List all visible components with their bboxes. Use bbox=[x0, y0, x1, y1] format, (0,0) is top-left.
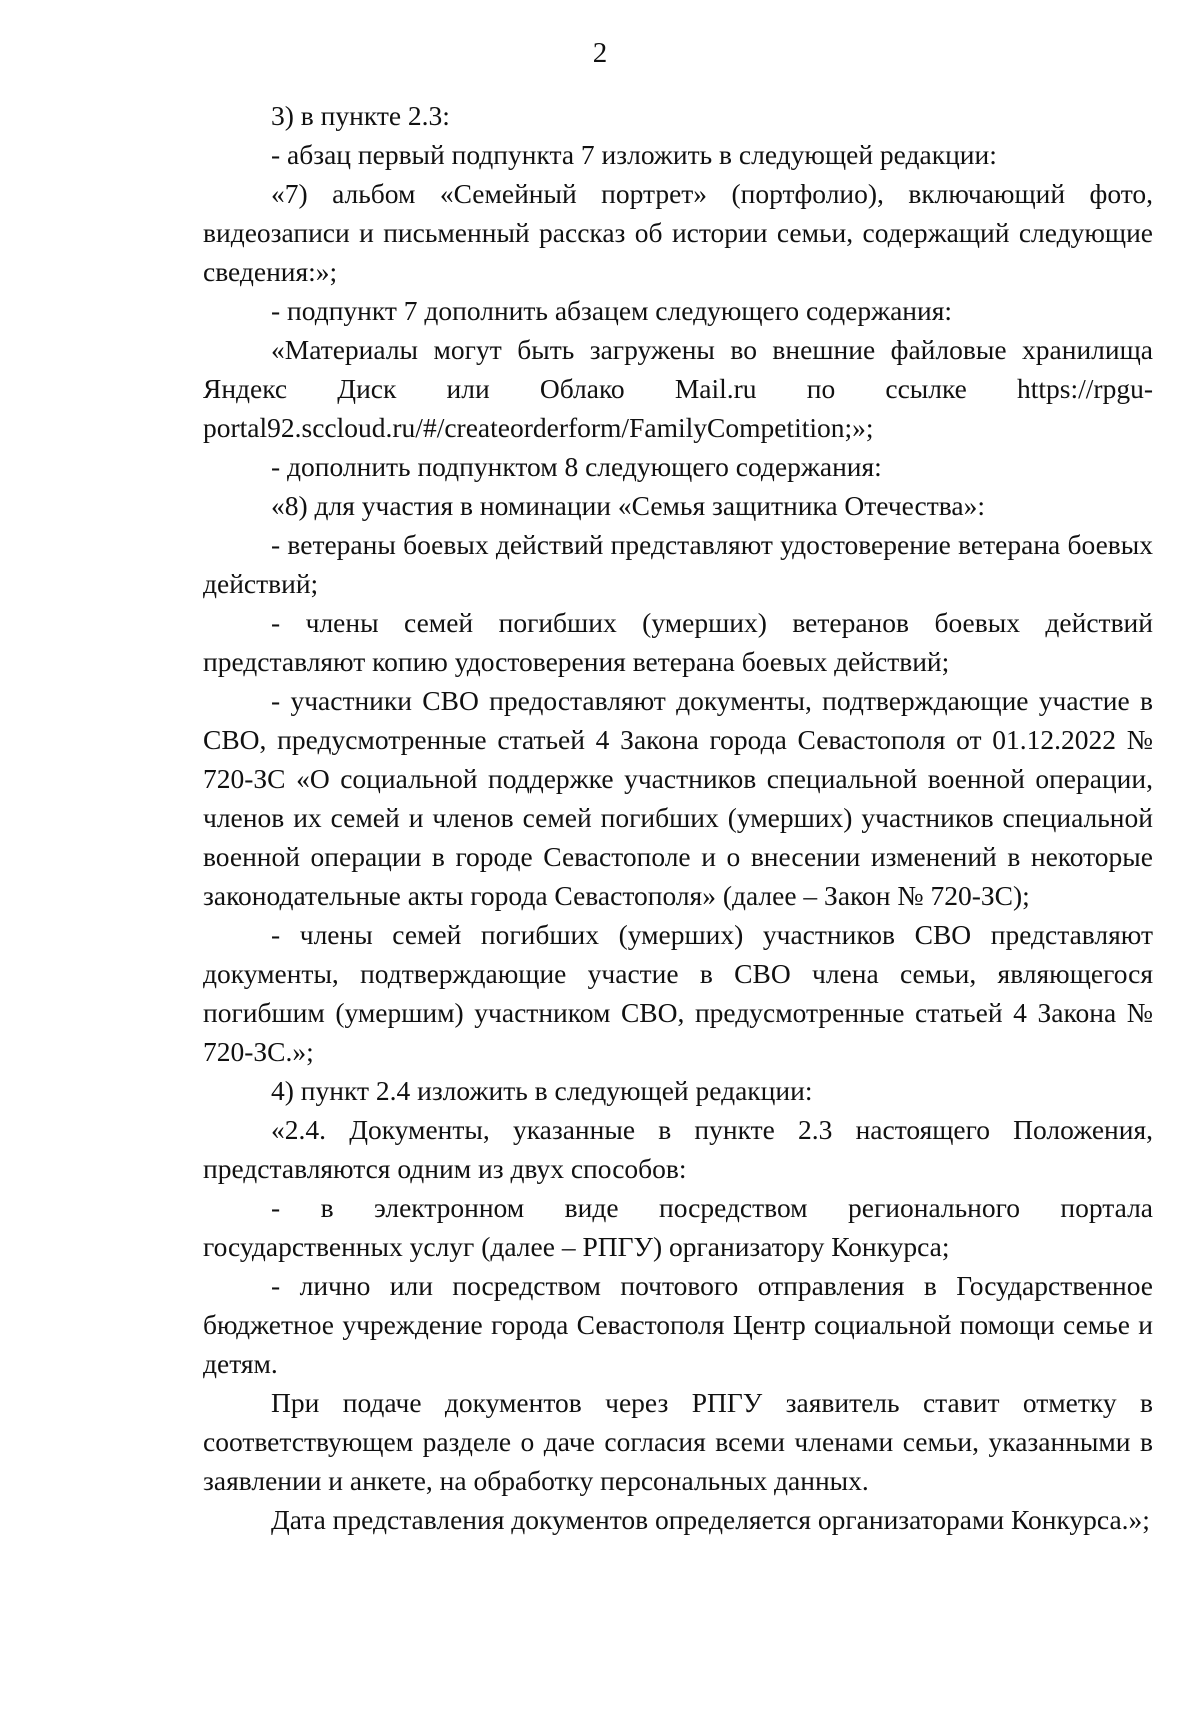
paragraph-families-of-veterans: - члены семей погибших (умерших) ветеранов боевых действий представляют копию удостоверения ветерана боевых действий; bbox=[203, 607, 1153, 677]
paragraph-clause-2-4: «2.4. Документы, указанные в пункте 2.3 настоящего Положения, представляются одним из двух способов: bbox=[203, 1114, 1153, 1184]
paragraph-rpgu-consent: При подаче документов через РПГУ заявитель ставит отметку в соответствующем разделе о даче согласия всеми членами семьи, указанными в заявлении и анкете, на обработку персональных данных. bbox=[203, 1387, 1153, 1496]
document-body bbox=[203, 96, 1153, 1539]
paragraph-subitem-7-supplement: - подпункт 7 дополнить абзацем следующего содержания: bbox=[271, 295, 953, 326]
paragraph-combat-veterans: - ветераны боевых действий представляют удостоверение ветерана боевых действий; bbox=[203, 529, 1153, 599]
paragraph-families-of-svo-participants: - члены семей погибших (умерших) участников СВО представляют документы, подтверждающие участие в СВО члена семьи, являющегося погибшим (умершим) участником СВО, предусмотренные статьей 4 Закона № 720-ЗС.»; bbox=[203, 919, 1153, 1067]
page-number: 2 bbox=[592, 37, 608, 69]
paragraph-item-4: 4) пункт 2.4 изложить в следующей редакции: bbox=[271, 1075, 813, 1106]
paragraph-electronic-submission: - в электронном виде посредством регионального портала государственных услуг (далее – РПГУ) организатору Конкурса; bbox=[203, 1192, 1153, 1262]
paragraph-in-person-submission: - лично или посредством почтового отправления в Государственное бюджетное учреждение города Севастополя Центр социальной помощи семье и детям. bbox=[203, 1270, 1153, 1379]
paragraph-add-subitem-8: - дополнить подпунктом 8 следующего содержания: bbox=[271, 451, 882, 482]
paragraph-item-3: 3) в пункте 2.3: bbox=[271, 100, 450, 131]
paragraph-subitem-7-first-abzac: - абзац первый подпункта 7 изложить в следующей редакции: bbox=[271, 139, 997, 170]
paragraph-submission-date: Дата представления документов определяется организаторами Конкурса.»; bbox=[271, 1504, 1150, 1535]
paragraph-svo-participants: - участники СВО предоставляют документы, подтверждающие участие в СВО, предусмотренные статьей 4 Закона города Севастополя от 01.12.2022 № 720-ЗС «О социальной поддержке участников специальной военной операции, членов их семей и членов семей погибших (умерших) участников специальной военной операции в городе Севастополе и о внесении изменений в некоторые законодательные акты города Севастополя» (далее – Закон № 720-ЗС); bbox=[203, 685, 1153, 911]
paragraph-materials-upload: «Материалы могут быть загружены во внешние файловые хранилища Яндекс Диск или Облако Mail.ru по ссылке https://rpgu-portal92.sccloud.ru/#/createorderform/FamilyCompetition;»; bbox=[203, 334, 1153, 443]
paragraph-album-family-portrait: «7) альбом «Семейный портрет» (портфолио), включающий фото, видеозаписи и письменный рассказ об истории семьи, содержащий следующие сведения:»; bbox=[203, 178, 1153, 287]
paragraph-nomination-defender-family: «8) для участия в номинации «Семья защитника Отечества»: bbox=[271, 490, 985, 521]
